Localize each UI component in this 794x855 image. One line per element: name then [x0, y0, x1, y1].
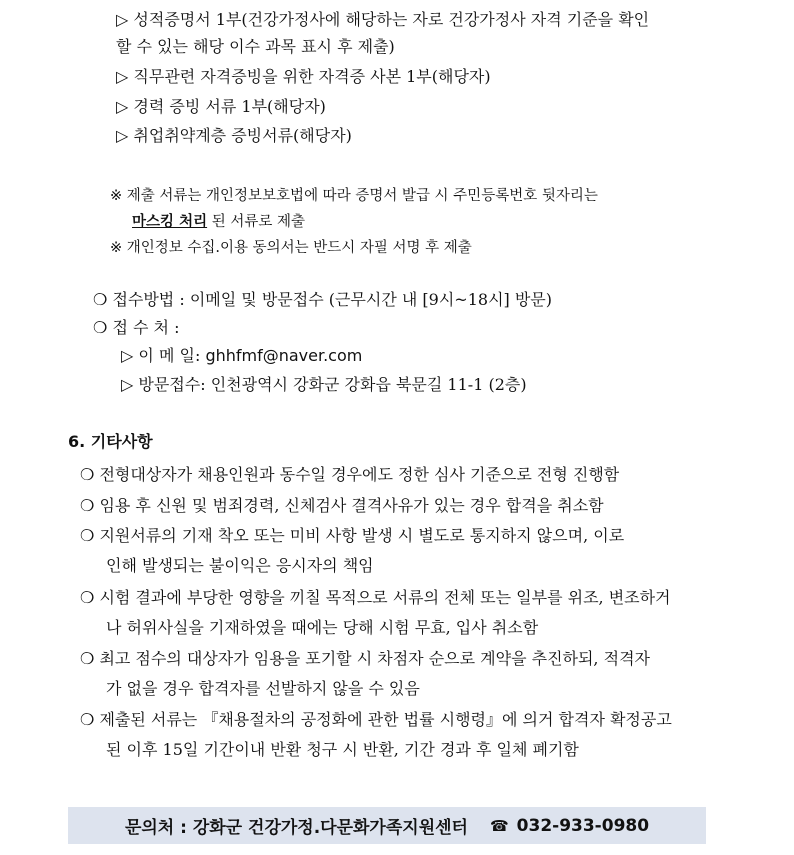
contact-label: 문의처 : 강화군 건강가정.다문화가족지원센터	[124, 818, 468, 838]
note-mark-icon: ※	[110, 188, 123, 204]
note-mark-icon: ※	[110, 240, 123, 256]
note-signature: ※ 개인정보 수집.이용 동의서는 반드시 자필 서명 후 제출	[110, 237, 472, 259]
submit-email: ▷ 이 메 일: ghhfmf@naver.com	[121, 346, 363, 365]
masking-emphasis: 마스킹 처리	[132, 213, 208, 230]
circle-bullet-icon: ❍	[80, 588, 95, 607]
triangle-bullet-icon: ▷	[116, 126, 129, 145]
circle-bullet-icon: ❍	[80, 465, 95, 484]
submit-visit: ▷ 방문접수: 인천광역시 강화군 강화읍 북문길 11-1 (2층)	[121, 375, 527, 394]
phone-icon: ☎	[489, 816, 509, 835]
doc-item-transcript-cont: 할 수 있는 해당 이수 과목 표시 후 제출)	[116, 37, 395, 56]
doc-item-certificate: ▷ 직무관련 자격증빙을 위한 자격증 사본 1부(해당자)	[116, 67, 491, 86]
circle-bullet-icon: ❍	[93, 318, 108, 337]
list-item: ❍ 지원서류의 기재 착오 또는 미비 사항 발생 시 별도로 통지하지 않으며, 이로	[80, 526, 625, 545]
circle-bullet-icon: ❍	[93, 290, 108, 309]
list-item: ❍ 최고 점수의 대상자가 임용을 포기할 시 차점자 순으로 계약을 추진하되, 적격자	[80, 649, 650, 668]
list-item: ❍ 시험 결과에 부당한 영향을 끼칠 목적으로 서류의 전체 또는 일부를 위조, 변조하거	[80, 588, 671, 607]
circle-bullet-icon: ❍	[80, 496, 95, 515]
list-item-cont: 가 없을 경우 합격자를 선발하지 않을 수 있음	[106, 679, 420, 698]
triangle-bullet-icon: ▷	[121, 375, 134, 394]
submit-method: ❍ 접수방법 : 이메일 및 방문접수 (근무시간 내 [9시~18시] 방문)	[93, 290, 553, 309]
contact-bar	[68, 807, 706, 844]
circle-bullet-icon: ❍	[80, 710, 95, 729]
email-address: ghhfmf@naver.com	[205, 346, 363, 365]
submit-place: ❍ 접 수 처 :	[93, 318, 180, 337]
circle-bullet-icon: ❍	[80, 649, 95, 668]
section-title: 6. 기타사항	[68, 432, 153, 451]
triangle-bullet-icon: ▷	[116, 67, 129, 86]
triangle-bullet-icon: ▷	[116, 97, 129, 116]
list-item: ❍ 제출된 서류는 『채용절차의 공정화에 관한 법률 시행령』에 의거 합격자 확정공고	[80, 710, 672, 729]
doc-item-vulnerable: ▷ 취업취약계층 증빙서류(해당자)	[116, 126, 352, 145]
note-masking-cont: 마스킹 처리 된 서류로 제출	[132, 213, 305, 230]
triangle-bullet-icon: ▷	[116, 10, 129, 29]
list-item-cont: 나 허위사실을 기재하였을 때에는 당해 시험 무효, 입사 취소함	[106, 618, 539, 637]
circle-bullet-icon: ❍	[80, 526, 95, 545]
note-masking: ※ 제출 서류는 개인정보보호법에 따라 증명서 발급 시 주민등록번호 뒷자리는	[110, 185, 598, 207]
triangle-bullet-icon: ▷	[121, 346, 134, 365]
list-item-cont: 인해 발생되는 불이익은 응시자의 책임	[106, 556, 374, 575]
list-item: ❍ 임용 후 신원 및 범죄경력, 신체검사 결격사유가 있는 경우 합격을 취소함	[80, 496, 604, 515]
doc-item-career: ▷ 경력 증빙 서류 1부(해당자)	[116, 97, 326, 116]
doc-item-transcript: ▷ 성적증명서 1부(건강가정사에 해당하는 자로 건강가정사 자격 기준을 확인	[116, 10, 650, 29]
list-item: ❍ 전형대상자가 채용인원과 동수일 경우에도 정한 심사 기준으로 전형 진행함	[80, 465, 620, 484]
contact-phone: 032-933-0980	[516, 815, 650, 836]
list-item-cont: 된 이후 15일 기간이내 반환 청구 시 반환, 기간 경과 후 일체 폐기함	[106, 740, 579, 759]
